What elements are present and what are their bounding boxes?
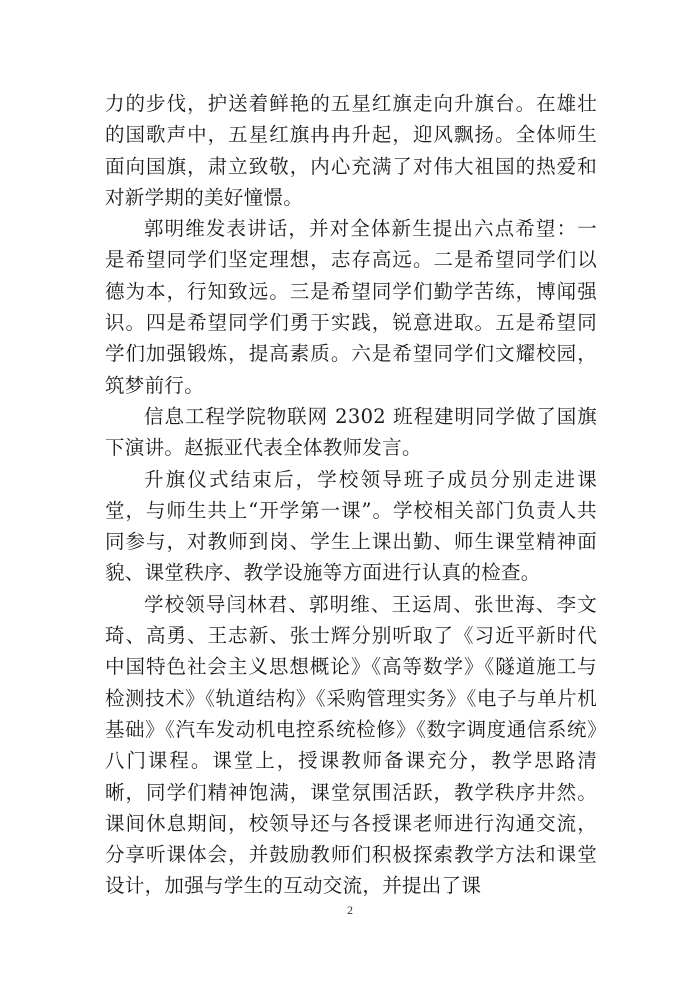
article-body (105, 88, 597, 902)
paragraph-4: 升旗仪式结束后，学校领导班子成员分别走进课堂，与师生共上“开学第一课”。学校相关部门负责人共同参与，对教师到岗、学生上课出勤、师生课堂精神面貌、课堂秩序、教学设施等方面进行认真的检查。 (105, 467, 597, 585)
paragraph-5: 学校领导闫林君、郭明维、王运周、张世海、李文琦、高勇、王志新、张士辉分别听取了《习近平新时代中国特色社会主义思想概论》《高等数学》《隧道施工与检测技术》《轨道结构》《采购管理实务》《电子与单片机基础》《汽车发动机电控系统检修》《数字调度通信系统》八门课程。课堂上，授课教师备课充分，教学思路清晰，同学们精神饱满，课堂氛围活跃，教学秩序井然。课间休息期间，校领导还与各授课老师进行沟通交流，分享听课体会，并鼓励教师们积极探索教学方法和课堂设计，加强与学生的互动交流，并提出了课 (105, 592, 597, 898)
page-number: 2 (347, 903, 353, 917)
paragraph-3: 信息工程学院物联网 2302 班程建明同学做了国旗下演讲。赵振亚代表全体教师发言。 (105, 404, 597, 460)
paragraph-2: 郭明维发表讲话，并对全体新生提出六点希望：一是希望同学们坚定理想，志存高远。二是希望同学们以德为本，行知致远。三是希望同学们勤学苦练，博闻强识。四是希望同学们勇于实践，锐意进取。五是希望同学们加强锻炼，提高素质。六是希望同学们文耀校园，筑梦前行。 (105, 217, 597, 397)
paragraph-1: 力的步伐，护送着鲜艳的五星红旗走向升旗台。在雄壮的国歌声中，五星红旗冉冉升起，迎风飘扬。全体师生面向国旗，肃立致敬，内心充满了对伟大祖国的热爱和对新学期的美好憧憬。 (105, 92, 597, 209)
